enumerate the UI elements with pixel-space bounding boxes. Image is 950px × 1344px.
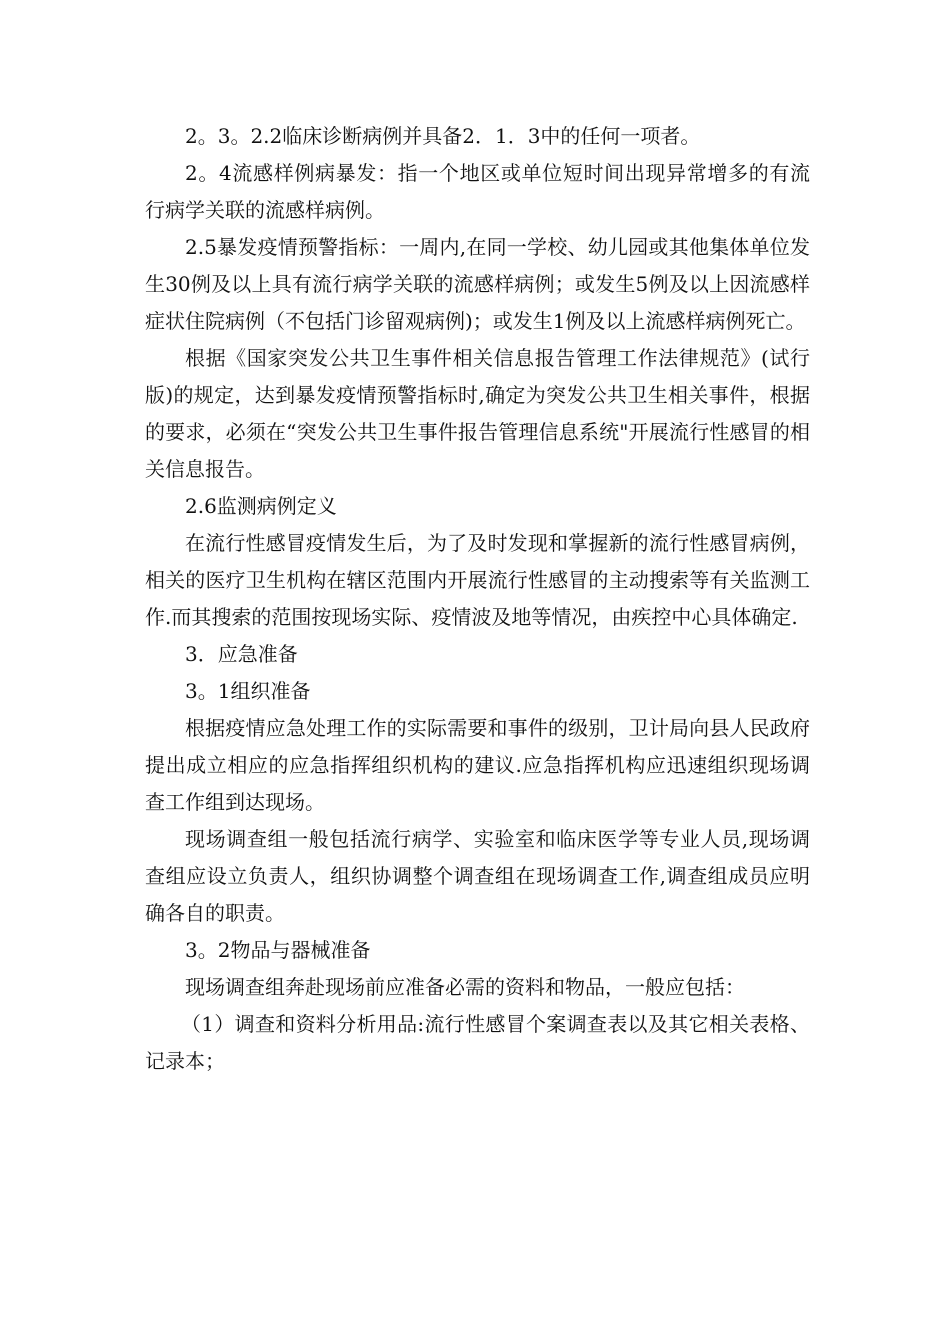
paragraph-2-4-outbreak-definition: 2。4流感样例病暴发：指一个地区或单位短时间出现异常增多的有流行病学关联的流感样病例。 [145, 161, 810, 222]
heading-3-1-organization: 3。1组织准备 [185, 679, 311, 703]
paragraph-reporting-regulation: 根据《国家突发公共卫生事件相关信息报告管理工作法律规范》(试行版)的规定，达到暴发疫情预警指标时,确定为突发公共卫生相关事件，根据的要求，必须在“突发公共卫生事件报告管理信息系统"开展流行性感冒的相关信息报告。 [145, 346, 810, 481]
heading-3-emergency-preparation: 3．应急准备 [185, 642, 298, 666]
paragraph-investigation-team: 现场调查组一般包括流行病学、实验室和临床医学等专业人员,现场调查组应设立负责人，组织协调整个调查组在现场调查工作,调查组成员应明确各自的职责。 [145, 827, 810, 925]
paragraph-2-3-2-2: 2。3。2.2临床诊断病例并具备2．1．3中的任何一项者。 [185, 124, 701, 148]
document-body [145, 118, 810, 1080]
paragraph-supplies-intro: 现场调查组奔赴现场前应准备必需的资料和物品，一般应包括： [185, 975, 745, 999]
paragraph-command-structure: 根据疫情应急处理工作的实际需要和事件的级别，卫计局向县人民政府提出成立相应的应急指挥组织机构的建议.应急指挥机构应迅速组织现场调查工作组到达现场。 [145, 716, 810, 814]
paragraph-2-5-warning-indicators: 2.5暴发疫情预警指标：一周内,在同一学校、幼儿园或其他集体单位发生30例及以上具有流行病学关联的流感样病例；或发生5例及以上因流感样症状住院病例（不包括门诊留观病例)；或发生1例及以上流感样病例死亡。 [145, 235, 810, 333]
heading-3-2-supplies: 3。2物品与器械准备 [185, 938, 371, 962]
paragraph-supplies-item-1: （1）调查和资料分析用品:流行性感冒个案调查表以及其它相关表格、记录本； [145, 1012, 810, 1073]
paragraph-surveillance-search: 在流行性感冒疫情发生后，为了及时发现和掌握新的流行性感冒病例，相关的医疗卫生机构在辖区范围内开展流行性感冒的主动搜索等有关监测工作.而其搜索的范围按现场实际、疫情波及地等情况，由疾控中心具体确定. [145, 531, 810, 629]
heading-2-6-surveillance-definition: 2.6监测病例定义 [185, 494, 337, 518]
